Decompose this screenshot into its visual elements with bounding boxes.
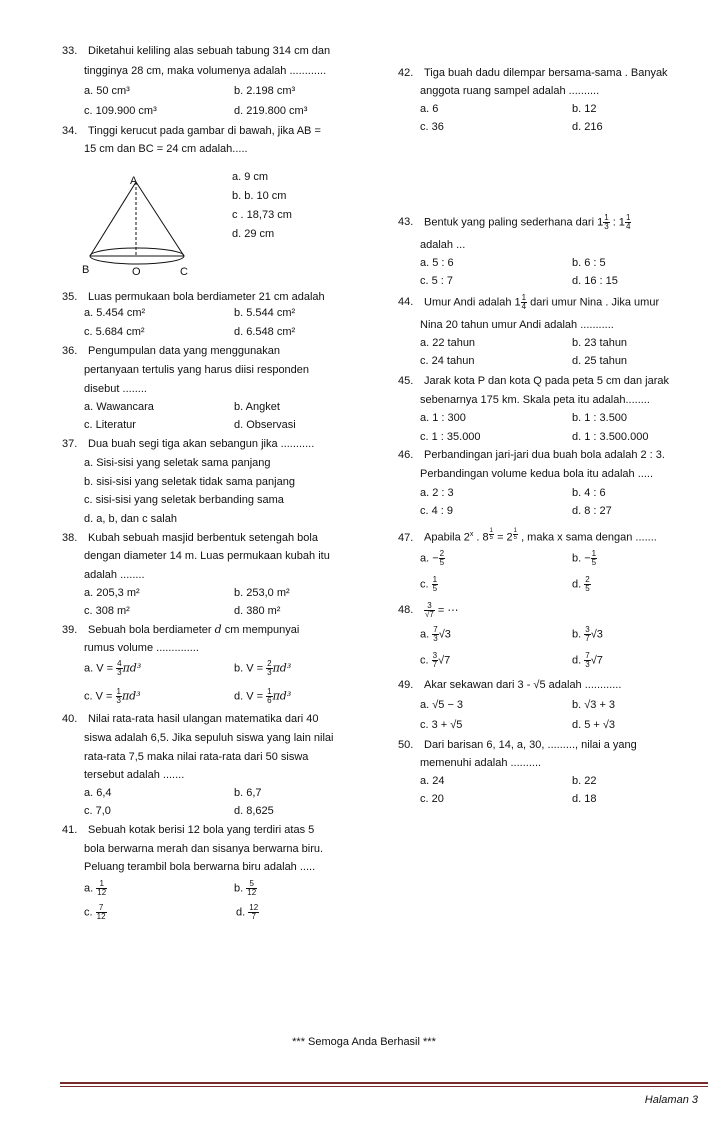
question-text: , maka x sama dengan ....... — [518, 531, 657, 544]
footer-divider — [60, 1082, 708, 1084]
numerator: 7 — [585, 651, 590, 660]
option-a: a. 9 cm — [232, 171, 269, 183]
radical: √7 — [590, 654, 603, 667]
question-text: siswa adalah 6,5. Jika sepuluh siswa yang lain nilai — [84, 732, 334, 744]
denominator: 5 — [489, 535, 494, 541]
question-text: adalah ... — [420, 239, 466, 251]
fraction — [625, 214, 631, 231]
denominator: 5 — [585, 584, 590, 593]
numerator: 1 — [489, 528, 494, 534]
option-c: c. 24 tahun — [420, 355, 475, 367]
question-number: 40. — [62, 713, 78, 725]
denominator: 7 — [585, 634, 590, 643]
option-label: d. V = — [234, 690, 264, 703]
question-text: anggota ruang sampel adalah .......... — [420, 85, 600, 97]
option-b: b. 22 — [572, 775, 597, 787]
denominator: 3 — [585, 660, 590, 669]
question-text: = 2 — [494, 531, 513, 544]
question-number: 49. — [398, 679, 414, 691]
option-b: b. 6 : 5 — [572, 257, 606, 269]
option-label: a. − — [420, 552, 439, 565]
question-number: 46. — [398, 449, 414, 461]
option-b: b. 12 — [572, 103, 597, 115]
option-b — [234, 660, 291, 677]
option-c: c. 3 + √5 — [420, 719, 463, 731]
denominator: 5 — [432, 584, 438, 593]
option-label: a. — [420, 628, 430, 641]
denominator: 4 — [521, 302, 527, 311]
cone-diagram — [78, 172, 208, 272]
option-b: b. b. 10 cm — [232, 190, 287, 202]
option-b: b. 2.198 cm³ — [234, 85, 296, 97]
option-d — [234, 688, 291, 705]
formula: πd³ — [122, 661, 142, 675]
question-text: rata-rata 7,5 maka nilai rata-rata dari 50 siswa — [84, 751, 309, 763]
option-a: a. 5.454 cm² — [84, 307, 146, 319]
question-number: 37. — [62, 438, 78, 450]
denominator: 7 — [432, 660, 438, 669]
numerator: 3 — [585, 625, 590, 634]
option-label: b. V = — [234, 662, 264, 675]
question-text: cm mempunyai — [221, 624, 300, 636]
fraction — [248, 904, 259, 921]
option-d: d. 18 — [572, 793, 597, 805]
question-text: adalah ........ — [84, 569, 145, 581]
question-text: Perbandingan jari-jari dua buah bola adalah 2 : 3. — [424, 449, 665, 461]
numerator: 12 — [249, 903, 259, 912]
option-c: c. 5.684 cm² — [84, 326, 145, 338]
option-d: d. 8 : 27 — [572, 505, 612, 517]
denominator: 3 — [116, 696, 121, 705]
point-label-o: O — [132, 266, 141, 278]
question-text: Apabila 2 — [424, 531, 470, 544]
point-label-c: C — [180, 266, 188, 278]
question-number: 41. — [62, 824, 78, 836]
option-c — [84, 688, 141, 705]
option-d: d. 8,625 — [234, 805, 274, 817]
option-a: a. Wawancara — [84, 401, 154, 413]
option-a — [84, 660, 141, 677]
option-label: d. — [572, 578, 582, 591]
option-b: b. 23 tahun — [572, 337, 628, 349]
question-text: bola berwarna merah dan sisanya berwarna biru. — [84, 843, 324, 855]
question-text: Dua buah segi tiga akan sebangun jika ........... — [88, 438, 315, 450]
denominator: 3 — [604, 222, 609, 231]
question-text: tersebut adalah ....... — [84, 769, 185, 781]
option-b: b. 253,0 m² — [234, 587, 290, 599]
question-text: Nilai rata-rata hasil ulangan matematika dari 40 — [88, 713, 319, 725]
option-a: a. 24 — [420, 775, 445, 787]
question-number: 42. — [398, 67, 414, 79]
option-d: d. 5 + √3 — [572, 719, 616, 731]
denominator: 7 — [251, 912, 256, 921]
formula: πd³ — [272, 689, 292, 703]
option-a: a. √5 − 3 — [420, 699, 464, 711]
numerator: 2 — [585, 575, 590, 584]
question-text: Luas permukaan bola berdiameter 21 cm adalah — [88, 291, 325, 303]
fraction — [96, 880, 107, 897]
numerator: 7 — [96, 904, 107, 913]
denominator: 12 — [96, 912, 106, 921]
option-b: b. 6,7 — [234, 787, 262, 799]
exponent: x — [469, 531, 474, 538]
question-text: sebenarnya 175 km. Skala peta itu adalah........ — [420, 394, 650, 406]
option-c — [420, 652, 450, 669]
question-number: 35. — [62, 291, 78, 303]
option-d: d. 6.548 cm² — [234, 326, 296, 338]
numerator: 3 — [432, 651, 438, 660]
question-text: Sebuah bola berdiameter — [88, 624, 215, 636]
question-text: Kubah sebuah masjid berbentuk setengah bola — [88, 532, 318, 544]
option-label: b. − — [572, 552, 591, 565]
option-d: d. 1 : 3.500.000 — [572, 431, 649, 443]
denominator: 3 — [267, 668, 272, 677]
option-a: a. 205,3 m² — [84, 587, 140, 599]
option-label: a. V = — [84, 662, 114, 675]
option-a — [420, 550, 445, 567]
question-text: Sebuah kotak berisi 12 bola yang terdiri atas 5 — [88, 824, 315, 836]
fraction — [439, 550, 445, 567]
denominator: 3 — [117, 668, 122, 677]
question-text: Tinggi kerucut pada gambar di bawah, jika AB = — [88, 125, 321, 137]
fraction — [584, 576, 590, 593]
option-c: c. sisi-sisi yang seletak berbanding sama — [84, 494, 284, 506]
formula: πd³ — [121, 689, 141, 703]
option-c: c . 18,73 cm — [232, 209, 292, 221]
option-b — [572, 550, 597, 567]
page-number: Halaman 3 — [644, 1094, 698, 1106]
question-text: Pengumpulan data yang menggunakan — [88, 345, 281, 357]
question-number: 47. — [398, 531, 414, 544]
option-a — [84, 880, 107, 897]
point-label-b: B — [82, 264, 90, 276]
option-a: a. Sisi-sisi yang seletak sama panjang — [84, 457, 271, 469]
option-a: a. 1 : 300 — [420, 412, 466, 424]
option-label: c. — [420, 654, 429, 667]
question-number: 48. — [398, 604, 414, 617]
fraction — [96, 904, 107, 921]
question-text: Diketahui keliling alas sebuah tabung 314 cm dan — [88, 45, 331, 57]
question-text: dengan diameter 14 m. Luas permukaan kubah itu — [84, 550, 330, 562]
numerator: 4 — [117, 659, 122, 668]
option-a: a. 6,4 — [84, 787, 112, 799]
point-label-a: A — [130, 175, 138, 187]
denominator: 12 — [247, 888, 257, 897]
option-b: b. 5.544 cm² — [234, 307, 296, 319]
option-label: c. — [420, 578, 429, 591]
numerator: 1 — [432, 575, 438, 584]
option-d — [572, 576, 591, 593]
question-text: . 8 — [473, 531, 489, 544]
option-label: b. — [234, 882, 244, 895]
option-label: d. — [236, 906, 246, 919]
question-number: 44. — [398, 296, 414, 309]
option-d: d. 29 cm — [232, 228, 275, 240]
numerator: 1 — [625, 213, 631, 222]
fraction — [246, 880, 257, 897]
option-d: d. 25 tahun — [572, 355, 628, 367]
option-d — [236, 904, 259, 921]
formula: πd³ — [272, 661, 292, 675]
question-text: rumus volume .............. — [84, 642, 199, 654]
option-d: d. 16 : 15 — [572, 275, 618, 287]
option-d: d. Observasi — [234, 419, 296, 431]
question-text: pertanyaan tertulis yang harus diisi responden — [84, 364, 310, 376]
denominator: √7 — [425, 610, 434, 619]
option-d: d. 380 m² — [234, 605, 281, 617]
option-a: a. 5 : 6 — [420, 257, 454, 269]
radical: √3 — [438, 628, 451, 641]
radical: √3 — [590, 628, 603, 641]
question-text: memenuhi adalah .......... — [420, 757, 542, 769]
numerator: 1 — [591, 549, 597, 558]
option-b: b. Angket — [234, 401, 280, 413]
option-a: a. 2 : 3 — [420, 487, 454, 499]
option-c: c. 36 — [420, 121, 444, 133]
radical: √7 — [438, 654, 451, 667]
option-d: d. a, b, dan c salah — [84, 513, 177, 525]
numerator: 2 — [267, 659, 272, 668]
option-label: d. — [572, 654, 582, 667]
option-d — [572, 652, 603, 669]
option-c — [420, 576, 438, 593]
option-c: c. 5 : 7 — [420, 275, 454, 287]
question-text: Perbandingan volume kedua bola itu adalah ..... — [420, 468, 653, 480]
option-b: b. 1 : 3.500 — [572, 412, 628, 424]
option-c: c. 4 : 9 — [420, 505, 454, 517]
option-a — [420, 626, 451, 643]
variable-d: d — [214, 623, 222, 636]
question-number: 33. — [62, 45, 78, 57]
cone-edge-left — [90, 182, 136, 256]
option-a: a. 22 tahun — [420, 337, 476, 349]
denominator: 3 — [433, 634, 438, 643]
numerator: 1 — [116, 687, 121, 696]
option-label: a. — [84, 882, 94, 895]
numerator: 2 — [439, 549, 445, 558]
numerator: 1 — [513, 528, 518, 534]
question-text: Umur Andi adalah 1 — [424, 296, 521, 309]
question-text: Bentuk yang paling sederhana dari 1 — [424, 216, 604, 229]
option-a: a. 6 — [420, 103, 439, 115]
option-c: c. 109.900 cm³ — [84, 105, 157, 117]
option-c: c. Literatur — [84, 419, 136, 431]
option-b — [234, 880, 257, 897]
option-c: c. 308 m² — [84, 605, 130, 617]
cone-edge-right — [136, 182, 184, 256]
question-number: 50. — [398, 739, 414, 751]
option-b — [572, 626, 603, 643]
denominator: 6 — [267, 696, 272, 705]
fraction — [424, 602, 435, 619]
option-b: b. sisi-sisi yang seletak tidak sama panjang — [84, 476, 295, 488]
denominator: 4 — [625, 222, 631, 231]
question-text: dari umur Nina . Jika umur — [527, 296, 660, 309]
question-text: Tiga buah dadu dilempar bersama-sama . Banyak — [424, 67, 668, 79]
footer-divider-thin — [60, 1086, 708, 1087]
option-d: d. 216 — [572, 121, 603, 133]
question-text: Nina 20 tahun umur Andi adalah ........... — [420, 319, 614, 331]
numerator: 1 — [96, 880, 107, 889]
numerator: 1 — [267, 687, 272, 696]
denominator: 5 — [513, 535, 518, 541]
numerator: 3 — [424, 602, 435, 611]
question-number: 39. — [62, 624, 78, 636]
question-text: Akar sekawan dari 3 - √5 adalah ............ — [424, 679, 622, 691]
option-label: c. — [84, 906, 93, 919]
question-text: Dari barisan 6, 14, a, 30, ........., nilai a yang — [424, 739, 637, 751]
question-number: 38. — [62, 532, 78, 544]
question-text: 15 cm dan BC = 24 cm adalah..... — [84, 143, 248, 155]
option-c: c. 1 : 35.000 — [420, 431, 481, 443]
option-c — [84, 904, 107, 921]
numerator: 1 — [521, 293, 527, 302]
option-label: c. V = — [84, 690, 113, 703]
option-c: c. 7,0 — [84, 805, 111, 817]
option-b: b. 4 : 6 — [572, 487, 606, 499]
fraction — [591, 550, 597, 567]
question-number: 34. — [62, 125, 78, 137]
option-a: a. 50 cm³ — [84, 85, 130, 97]
option-c: c. 20 — [420, 793, 444, 805]
denominator: 5 — [439, 558, 445, 567]
option-label: b. — [572, 628, 582, 641]
question-text: : 1 — [609, 216, 625, 229]
fraction — [432, 576, 438, 593]
question-text: disebut ........ — [84, 383, 147, 395]
question-text: tingginya 28 cm, maka volumenya adalah ............ — [84, 65, 327, 77]
denominator: 5 — [591, 558, 597, 567]
numerator: 5 — [246, 880, 257, 889]
closing-message: *** Semoga Anda Berhasil *** — [292, 1036, 436, 1048]
question-number: 45. — [398, 375, 414, 387]
numerator: 1 — [604, 213, 609, 222]
numerator: 7 — [433, 625, 438, 634]
question-number: 36. — [62, 345, 78, 357]
denominator: 12 — [97, 888, 107, 897]
question-number: 43. — [398, 216, 414, 229]
question-text: = ⋯ — [434, 604, 459, 617]
question-text: Peluang terambil bola berwarna biru adalah ..... — [84, 861, 316, 873]
question-text: Jarak kota P dan kota Q pada peta 5 cm dan jarak — [424, 375, 670, 387]
option-d: d. 219.800 cm³ — [234, 105, 308, 117]
option-b: b. √3 + 3 — [572, 699, 616, 711]
